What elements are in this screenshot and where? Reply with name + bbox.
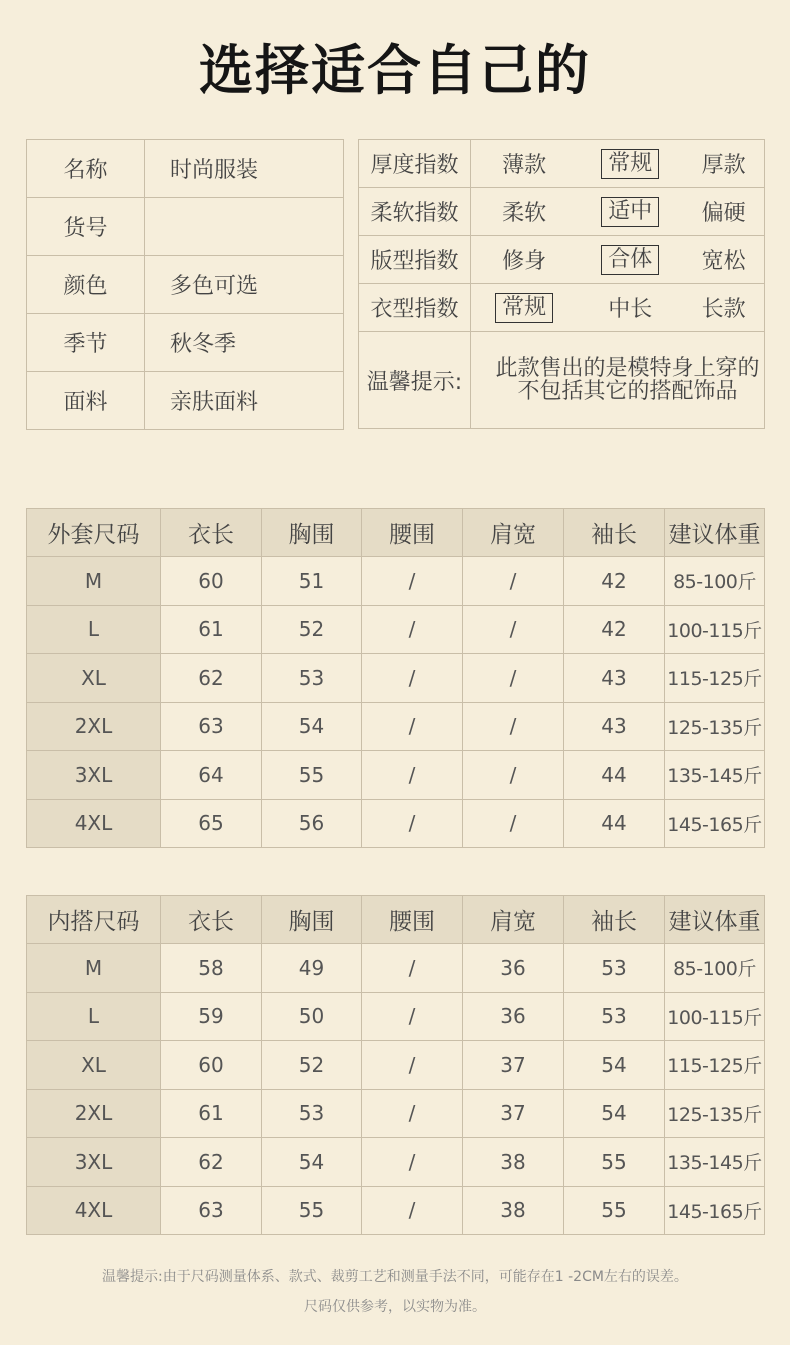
- table-row: [27, 605, 765, 654]
- table-cell: 135-145斤: [665, 751, 765, 800]
- tip-row: [359, 332, 765, 429]
- table-cell: 85-100斤: [665, 557, 765, 606]
- index-label: 衣型指数: [359, 284, 471, 332]
- table-cell: 65: [161, 799, 262, 848]
- column-header: 建议体重: [665, 509, 765, 557]
- table-cell: 42: [564, 605, 665, 654]
- size-cell: M: [27, 944, 161, 993]
- table-cell: 125-135斤: [665, 702, 765, 751]
- index-row: [359, 284, 765, 332]
- column-header: 肩宽: [463, 509, 564, 557]
- outer-size-table: [26, 508, 765, 848]
- table-row: [27, 557, 765, 606]
- index-option: 厚款: [701, 153, 746, 178]
- info-value: 时尚服装: [145, 140, 344, 198]
- table-cell: 59: [161, 992, 262, 1041]
- table-cell: 44: [564, 799, 665, 848]
- table-cell: 62: [161, 1138, 262, 1187]
- tip-line: 此款售出的是模特身上穿的: [495, 356, 760, 381]
- info-key: 货号: [27, 198, 145, 256]
- table-cell: /: [362, 654, 463, 703]
- table-cell: 50: [262, 992, 362, 1041]
- table-cell: 38: [463, 1186, 564, 1235]
- size-cell: XL: [27, 654, 161, 703]
- fit-index-table: [358, 139, 765, 429]
- footnote: 温馨提示:由于尺码测量体系、款式、裁剪工艺和测量手法不同，可能存在1 -2CM左右的误差。: [102, 1269, 688, 1285]
- table-cell: /: [463, 799, 564, 848]
- index-option: 适中: [601, 197, 659, 227]
- info-key: 面料: [27, 372, 145, 430]
- table-cell: 85-100斤: [665, 944, 765, 993]
- column-header: 衣长: [161, 896, 262, 944]
- size-cell: 3XL: [27, 751, 161, 800]
- table-cell: 52: [262, 605, 362, 654]
- table-row: [27, 702, 765, 751]
- table-cell: 58: [161, 944, 262, 993]
- table-cell: 37: [463, 1041, 564, 1090]
- inner-size-table: [26, 895, 765, 1235]
- table-cell: /: [362, 1089, 463, 1138]
- table-cell: /: [463, 751, 564, 800]
- table-row: [27, 992, 765, 1041]
- table-cell: 55: [262, 1186, 362, 1235]
- column-header: 袖长: [564, 896, 665, 944]
- table-cell: 55: [564, 1186, 665, 1235]
- table-row: [27, 1186, 765, 1235]
- table-cell: /: [463, 557, 564, 606]
- size-cell: 3XL: [27, 1138, 161, 1187]
- page-title: 选择适合自己的: [199, 38, 591, 102]
- table-cell: 145-165斤: [665, 1186, 765, 1235]
- column-header: 衣长: [161, 509, 262, 557]
- table-cell: /: [362, 1041, 463, 1090]
- table-cell: 61: [161, 605, 262, 654]
- table-cell: 37: [463, 1089, 564, 1138]
- table-row: [27, 1041, 765, 1090]
- table-header-row: [27, 896, 765, 944]
- table-cell: 43: [564, 654, 665, 703]
- index-row: [359, 236, 765, 284]
- index-option: 薄款: [502, 153, 547, 178]
- column-header: 胸围: [262, 896, 362, 944]
- table-cell: /: [362, 992, 463, 1041]
- table-cell: /: [463, 702, 564, 751]
- table-cell: 55: [262, 751, 362, 800]
- table-row: [27, 799, 765, 848]
- table-cell: 60: [161, 557, 262, 606]
- table-cell: 56: [262, 799, 362, 848]
- table-cell: /: [362, 1138, 463, 1187]
- tip-label: 温馨提示:: [359, 332, 471, 429]
- table-cell: /: [362, 557, 463, 606]
- size-cell: XL: [27, 1041, 161, 1090]
- table-cell: 54: [262, 1138, 362, 1187]
- size-cell: M: [27, 557, 161, 606]
- table-row: [27, 1089, 765, 1138]
- table-cell: /: [362, 702, 463, 751]
- size-cell: L: [27, 992, 161, 1041]
- table-header-row: [27, 509, 765, 557]
- table-cell: 54: [564, 1041, 665, 1090]
- product-info-table: [26, 139, 344, 430]
- size-cell: 2XL: [27, 1089, 161, 1138]
- info-row: [27, 198, 344, 256]
- table-cell: 100-115斤: [665, 605, 765, 654]
- table-cell: 36: [463, 992, 564, 1041]
- table-cell: 38: [463, 1138, 564, 1187]
- table-cell: 55: [564, 1138, 665, 1187]
- table-cell: /: [362, 1186, 463, 1235]
- index-label: 柔软指数: [359, 188, 471, 236]
- table-cell: 115-125斤: [665, 654, 765, 703]
- info-value: 秋冬季: [145, 314, 344, 372]
- column-header: 外套尺码: [27, 509, 161, 557]
- table-cell: 64: [161, 751, 262, 800]
- table-cell: 100-115斤: [665, 992, 765, 1041]
- table-cell: 60: [161, 1041, 262, 1090]
- table-cell: 51: [262, 557, 362, 606]
- table-row: [27, 751, 765, 800]
- size-cell: L: [27, 605, 161, 654]
- table-cell: 145-165斤: [665, 799, 765, 848]
- table-cell: 43: [564, 702, 665, 751]
- info-value: 亲肤面料: [145, 372, 344, 430]
- table-cell: 36: [463, 944, 564, 993]
- table-row: [27, 1138, 765, 1187]
- info-value: [145, 198, 344, 256]
- index-option: 偏硬: [701, 201, 746, 226]
- table-cell: 53: [262, 1089, 362, 1138]
- table-cell: 63: [161, 702, 262, 751]
- column-header: 建议体重: [665, 896, 765, 944]
- table-cell: 53: [262, 654, 362, 703]
- index-row: [359, 188, 765, 236]
- size-cell: 4XL: [27, 1186, 161, 1235]
- column-header: 肩宽: [463, 896, 564, 944]
- table-cell: /: [362, 605, 463, 654]
- table-row: [27, 654, 765, 703]
- table-cell: 52: [262, 1041, 362, 1090]
- column-header: 腰围: [362, 509, 463, 557]
- index-option: 长款: [701, 297, 746, 322]
- info-key: 季节: [27, 314, 145, 372]
- index-option: 合体: [601, 245, 659, 275]
- index-option: 中长: [608, 297, 653, 322]
- info-row: [27, 314, 344, 372]
- table-cell: 62: [161, 654, 262, 703]
- table-cell: 115-125斤: [665, 1041, 765, 1090]
- column-header: 内搭尺码: [27, 896, 161, 944]
- table-cell: 125-135斤: [665, 1089, 765, 1138]
- column-header: 腰围: [362, 896, 463, 944]
- index-option: 修身: [502, 249, 547, 274]
- table-cell: 42: [564, 557, 665, 606]
- table-cell: 63: [161, 1186, 262, 1235]
- table-cell: 44: [564, 751, 665, 800]
- index-option: 柔软: [502, 201, 547, 226]
- table-cell: /: [362, 751, 463, 800]
- info-value: 多色可选: [145, 256, 344, 314]
- tip-text: [471, 332, 765, 429]
- table-cell: 53: [564, 992, 665, 1041]
- table-cell: 49: [262, 944, 362, 993]
- index-row: [359, 140, 765, 188]
- table-cell: /: [463, 605, 564, 654]
- index-option: 宽松: [701, 249, 746, 274]
- footnote: 尺码仅供参考，以实物为准。: [304, 1299, 486, 1315]
- info-row: [27, 256, 344, 314]
- table-cell: 53: [564, 944, 665, 993]
- info-row: [27, 372, 344, 430]
- tip-line: 不包括其它的搭配饰品: [517, 379, 738, 404]
- table-cell: 54: [262, 702, 362, 751]
- table-cell: /: [362, 799, 463, 848]
- info-key: 名称: [27, 140, 145, 198]
- info-row: [27, 140, 344, 198]
- index-label: 厚度指数: [359, 140, 471, 188]
- size-cell: 4XL: [27, 799, 161, 848]
- table-cell: 61: [161, 1089, 262, 1138]
- index-option: 常规: [601, 149, 659, 179]
- info-key: 颜色: [27, 256, 145, 314]
- table-cell: 54: [564, 1089, 665, 1138]
- table-cell: /: [362, 944, 463, 993]
- column-header: 袖长: [564, 509, 665, 557]
- table-cell: 135-145斤: [665, 1138, 765, 1187]
- table-row: [27, 944, 765, 993]
- index-label: 版型指数: [359, 236, 471, 284]
- table-cell: /: [463, 654, 564, 703]
- index-option: 常规: [495, 293, 553, 323]
- size-cell: 2XL: [27, 702, 161, 751]
- column-header: 胸围: [262, 509, 362, 557]
